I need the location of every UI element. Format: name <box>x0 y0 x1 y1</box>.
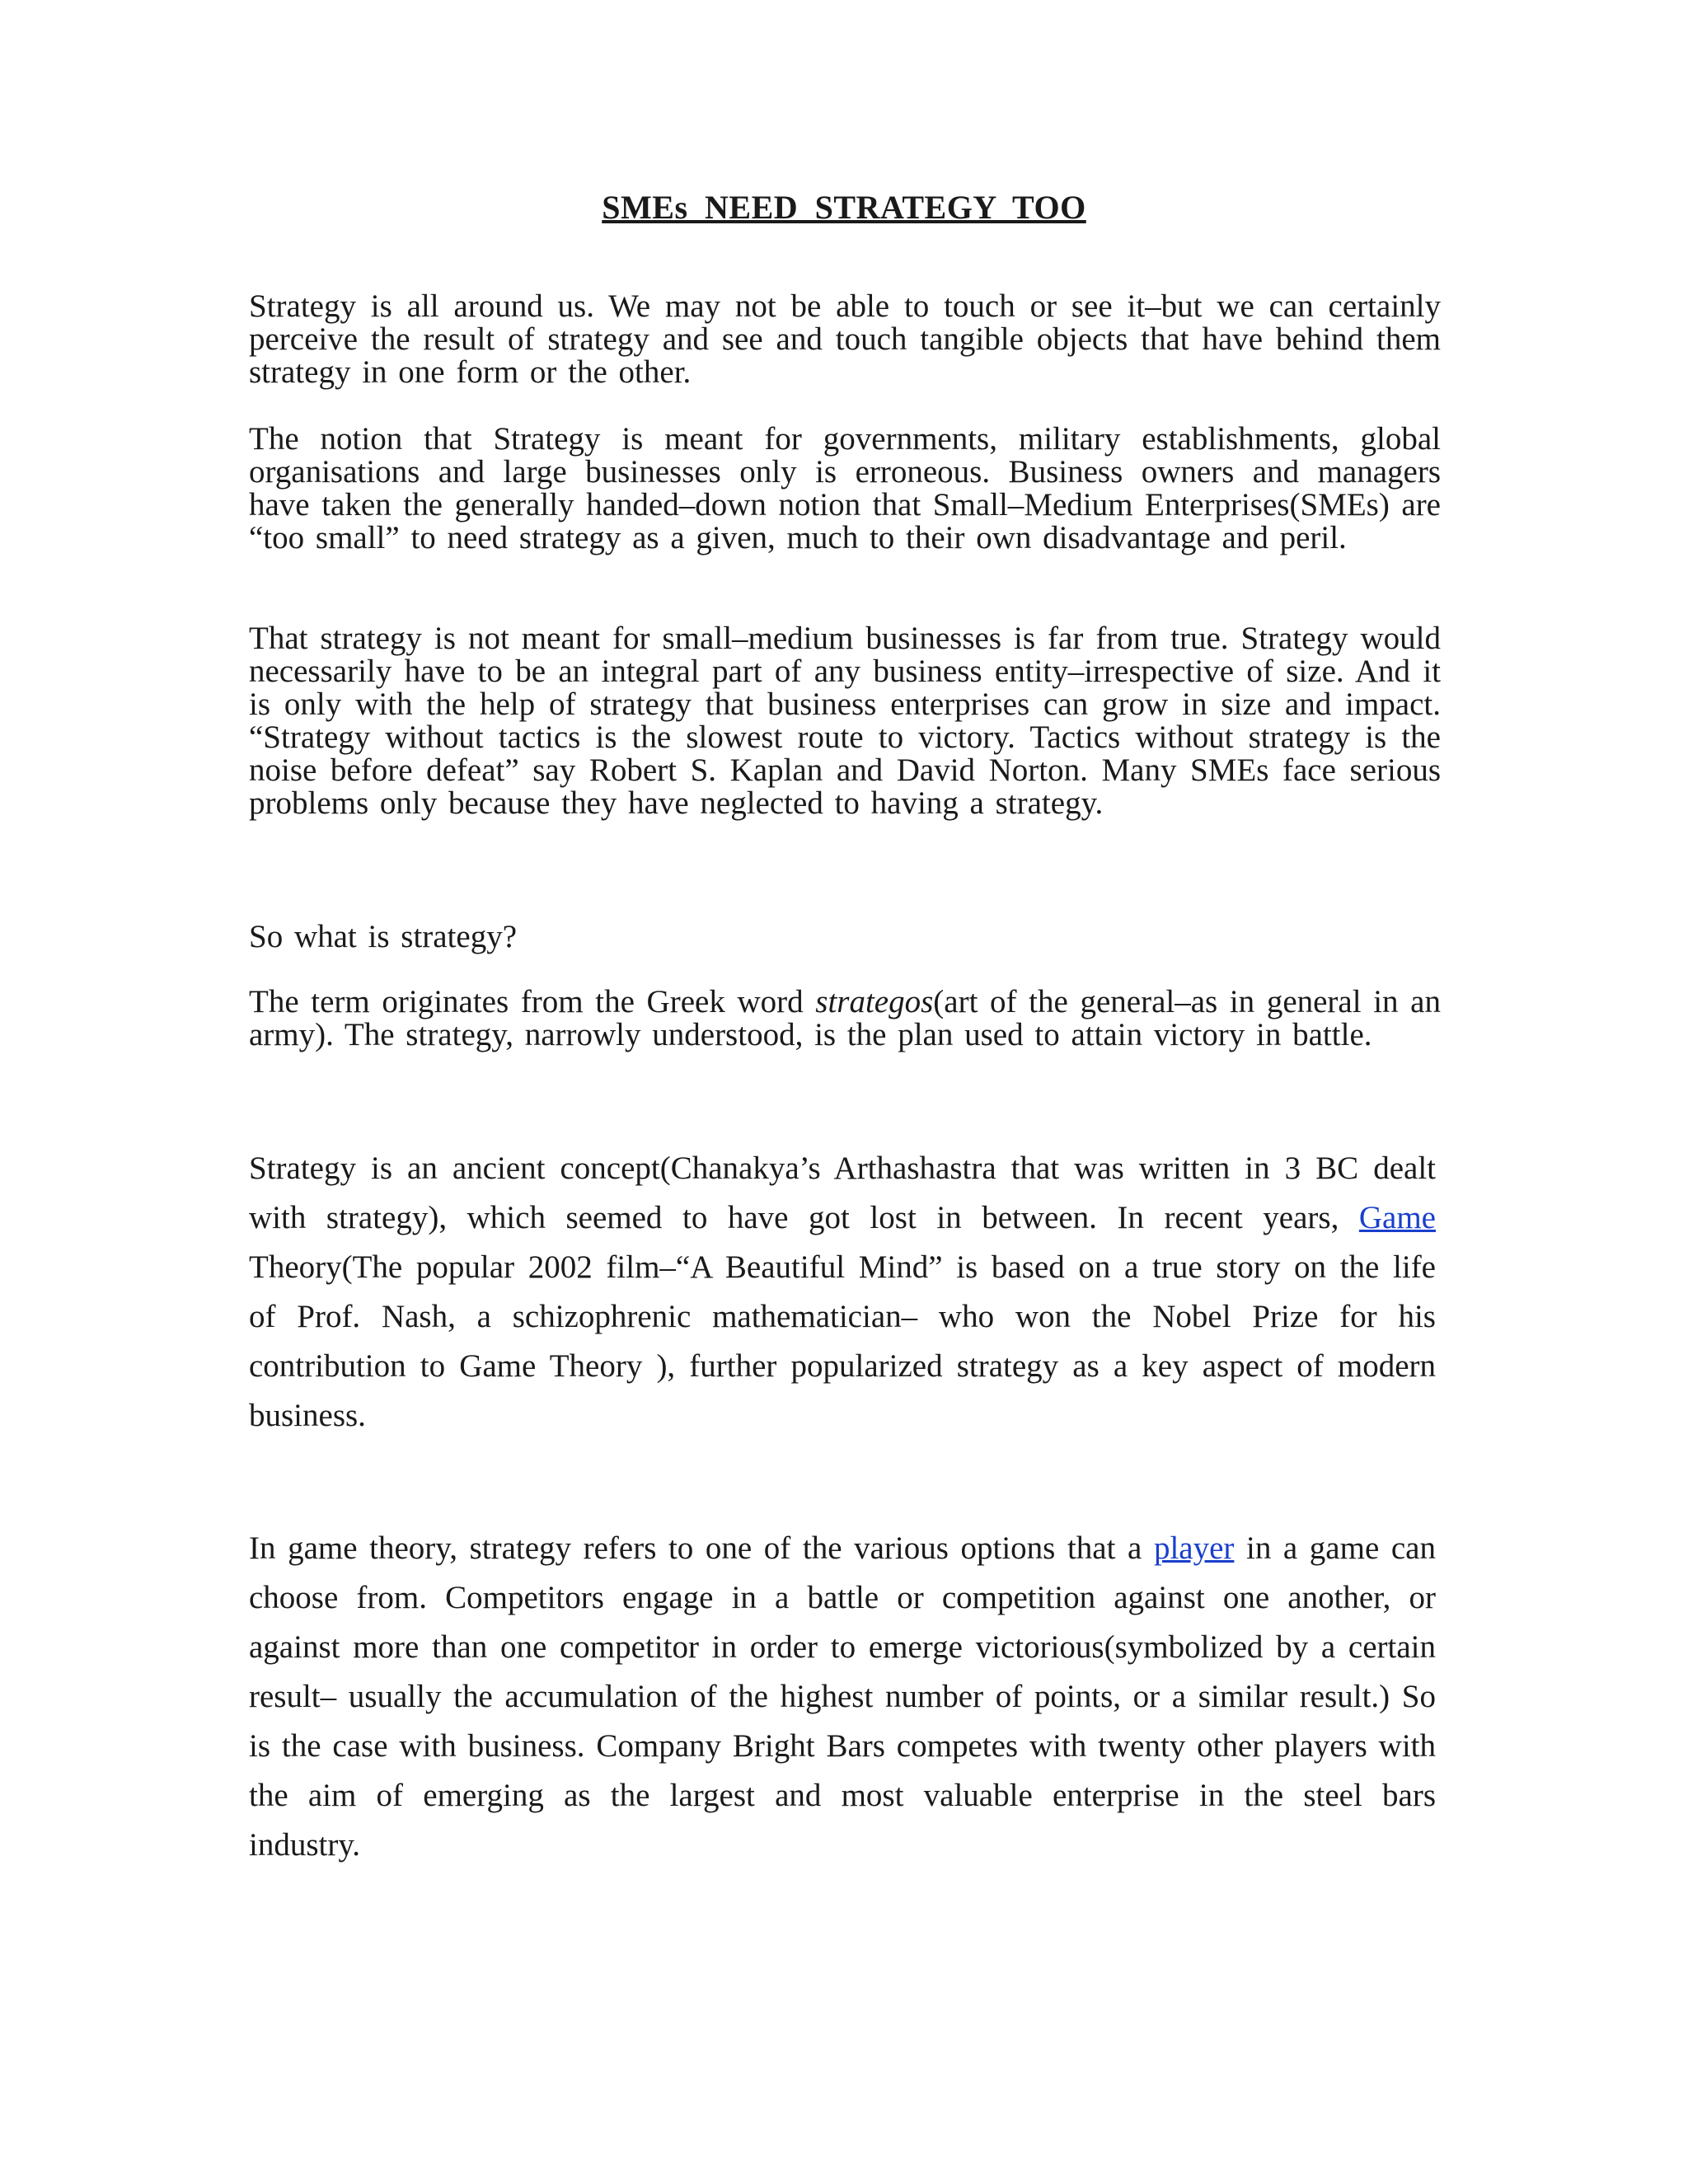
origin-text-after: (art of the general–as in general in an army). The strategy, narrowly understood, is the plan used to attain victory in battle. <box>249 984 1441 1052</box>
paragraph-notion: The notion that Strategy is meant for governments, military establishments, global organisations and large businesses only is erroneous. Business owners and managers have taken the generally handed–down notion that Small–Medium Enterprises(SMEs) are “too small” to need strategy as a given, much to their own disadvantage and peril. <box>249 421 1441 555</box>
paragraph-small-medium: That strategy is not meant for small–medium businesses is far from true. Strategy would necessarily have to be an integral part of any business entity–irrespective of size. And it is only with the help of strategy that business enterprises can grow in size and impact. “Strategy without tactics is the slowest route to victory. Tactics without strategy is the noise before defeat” say Robert S. Kaplan and David Norton. Many SMEs face serious problems only because they have neglected to having a strategy. <box>249 621 1441 821</box>
player-link[interactable]: player <box>1153 1530 1235 1566</box>
paragraph-origin <box>249 986 1441 1052</box>
paragraph-intro: Strategy is all around us. We may not be able to touch or see it–but we can certainly perceive the result of strategy and see and touch tangible objects that have behind them strategy in one form or the other. <box>249 288 1441 390</box>
game-theory-text-before: In game theory, strategy refers to one of the various options that a <box>249 1530 1154 1566</box>
paragraph-ancient-concept <box>249 1144 1436 1441</box>
game-theory-text-after: in a game can choose from. Competitors engage in a battle or competition against one another, or against more than one competitor in order to emerge victorious(symbolized by a certain result– usually the accumulation of the highest number of points, or a similar result.) So is the case with business. Company Bright Bars competes with twenty other players with the aim of emerging as the largest and most valuable enterprise in the steel bars industry. <box>249 1530 1436 1863</box>
page-title: SMEs NEED STRATEGY TOO <box>602 189 1086 226</box>
paragraph-game-theory <box>249 1524 1436 1870</box>
ancient-text-before: Strategy is an ancient concept(Chanakya’s Arthashastra that was written in 3 BC dealt with strategy), which seemed to have got lost in between. In recent years, <box>249 1151 1436 1235</box>
question-heading: So what is strategy? <box>249 919 518 954</box>
game-link[interactable]: Game <box>1358 1200 1436 1235</box>
strategos-term: strategos <box>815 984 934 1019</box>
ancient-text-after: Theory(The popular 2002 film–“A Beautiful Mind” is based on a true story on the life of Prof. Nash, a schizophrenic mathematician– who won the Nobel Prize for his contribution to Game Theory ), further popularized strategy as a key aspect of modern business. <box>249 1249 1436 1433</box>
origin-text-before: The term originates from the Greek word <box>249 984 816 1019</box>
